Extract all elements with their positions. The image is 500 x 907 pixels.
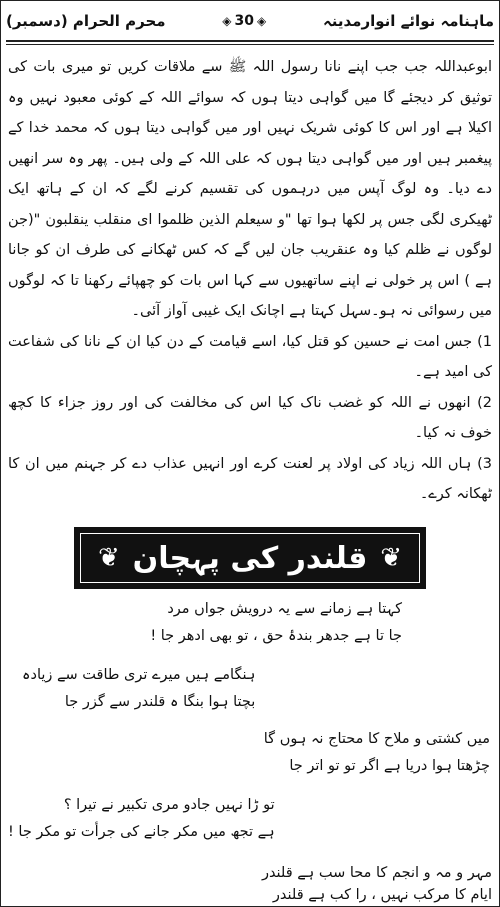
poem-line: ہنگامے ہیں میرے تری طاقت سے زیادہ: [22, 667, 256, 683]
flourish-left-icon: ❦: [98, 543, 120, 573]
poem-stanza-3: [264, 726, 490, 780]
paragraph-point-1: 1) جس امت نے حسین کو قتل کیا، اسے قیامت کے دن کیا ان کے نانا کی شفاعت کی امید ہے۔: [8, 333, 492, 380]
issue-label: محرم الحرام (دسمبر): [6, 12, 166, 30]
poem-line: ہے تجھ میں مکر جانے کی جرأت تو مکر جا !: [8, 824, 275, 840]
poem-line: بچتا ہوا بنگا ہ قلندر سے گزر جا: [64, 694, 256, 710]
poem-line: ایام کا مرکب نہیں ، را کب ہے قلندر: [272, 887, 492, 903]
poem-stanza-2: [22, 662, 255, 716]
paragraph-point-3: 3) ہاں اللہ زیاد کی اولاد پر لعنت کرے اور انہیں عذاب دے کر جہنم میں ان کا ٹھکانہ کرے۔: [8, 455, 492, 502]
poem-stanza-1: [150, 596, 402, 650]
poem-line: مہر و مہ و انجم کا محا سب ہے قلندر: [261, 865, 492, 881]
ornament-left-icon: ◈: [222, 14, 232, 28]
poem-line: چڑھتا ہوا دریا ہے اگر تو تو اتر جا: [289, 758, 490, 774]
poem-line: کہتا ہے زمانے سے یہ درویش جواں مرد: [167, 601, 402, 617]
section-title: قلندر کی پہچان: [132, 540, 368, 576]
poem-stanza-4: [8, 792, 275, 846]
flourish-right-icon: ❦: [380, 543, 402, 573]
paragraph-point-2: 2) انھوں نے اللہ کو غضب ناک کیا اس کی مخالفت کی اور روز جزاء کا کچھ خوف نہ کیا۔: [8, 394, 492, 441]
paragraph-intro: ابوعبداللہ جب جب اپنے نانا رسول اللہ ﷺ سے ملاقات کریں تو میری بات کی توثیق کر دیجئے گا میں گواہی دیتا ہوں کہ سوائے اللہ کے کوئی معبود نہیں وہ اکیلا ہے اور اس کا کوئی شریک نہیں اور میں گواہی دیتا ہوں کہ محمد خدا کے پیغمبر ہیں اور میں گواہی دیتا ہوں کہ علی اللہ کے ولی ہیں۔ پھر وہ سر انھیں دے دیا۔ وہ لوگ آپس میں درہموں کی تقسیم کرنے لگے کہ ان کے ہاتھ ایک ٹھیکری لگی جس پر لکھا ہوا تھا "و سیعلم الذین ظلموا ای منقلب ینقلبون "(جن لوگوں نے ظلم کیا وہ عنقریب جان لیں گے کہ کس ٹھکانے کی طرف ان کو جانا ہے ) اس پر خولی نے اپنے ساتھیوں سے کہا اس بات کو چھپائے رکھنا تا کہ لوگوں میں رسوائی نہ ہو۔سہل کہتا ہے اچانک ایک غیبی آواز آئی۔: [8, 59, 492, 319]
poem-line: تو ڑا نہیں جادو مری تکبیر نے تیرا ؟: [63, 797, 275, 813]
poem-line: میں کشتی و ملاح کا محتاج نہ ہوں گا: [263, 731, 490, 747]
poem-line: جا تا ہے جدھر بندۂ حق ، تو بھی ادھر جا !: [150, 628, 402, 644]
ornament-right-icon: ◈: [257, 14, 267, 28]
header-rule: [6, 40, 494, 42]
magazine-title: ماہنامہ نوائے انوارمدینہ: [322, 12, 494, 30]
page-number-text: 30: [234, 13, 255, 29]
page-number: [222, 13, 266, 29]
header-rule-thin: [6, 44, 494, 45]
page-header: [6, 4, 494, 38]
article-body: [8, 52, 492, 510]
poem-stanza-5: [262, 862, 492, 906]
section-title-banner: [74, 527, 426, 589]
